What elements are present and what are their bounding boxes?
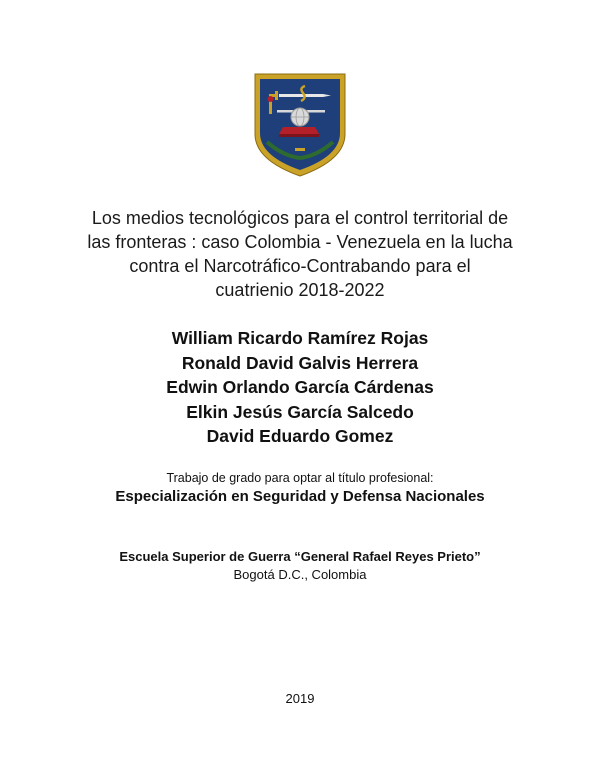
degree-name: Especialización en Seguridad y Defensa Nacionales — [115, 488, 485, 505]
author-list — [60, 326, 540, 449]
author-name: Elkin Jesús García Salcedo — [186, 401, 414, 422]
thesis-title-line: cuatrienio 2018-2022 — [215, 280, 385, 300]
school-crest-icon — [253, 72, 347, 178]
institution-city: Bogotá D.C., Colombia — [233, 567, 367, 582]
author-name: William Ricardo Ramírez Rojas — [171, 328, 429, 348]
degree-intro-text: Trabajo de grado para optar al título profesional: — [166, 471, 434, 485]
author-name: Ronald David Galvis Herrera — [181, 352, 419, 373]
thesis-title-line: las fronteras : caso Colombia - Venezuela en la lucha — [87, 232, 513, 252]
thesis-title — [60, 206, 540, 302]
author-name: Edwin Orlando García Cárdenas — [166, 377, 434, 397]
thesis-title-line: contra el Narcotráfico-Contrabando para el — [129, 256, 471, 276]
author-name: David Eduardo Gomez — [206, 426, 394, 446]
institution-name: Escuela Superior de Guerra “General Rafael Reyes Prieto” — [119, 549, 481, 564]
thesis-title-line: Los medios tecnológicos para el control territorial de — [91, 208, 509, 228]
publication-year: 2019 — [285, 691, 315, 706]
